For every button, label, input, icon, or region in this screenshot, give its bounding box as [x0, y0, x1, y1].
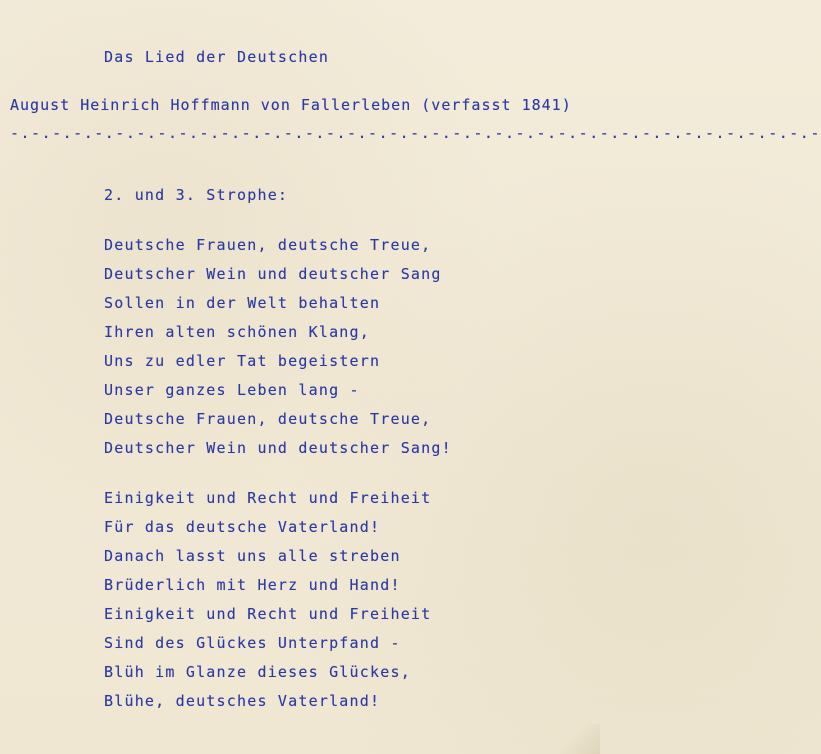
verse-line: Einigkeit und Recht und Freiheit: [104, 605, 432, 623]
verse-line: Blüh im Glanze dieses Glückes,: [104, 663, 411, 681]
verse-line: Deutscher Wein und deutscher Sang: [104, 265, 442, 283]
verse-line: Ihren alten schönen Klang,: [104, 323, 370, 341]
verse-line: Uns zu edler Tat begeistern: [104, 352, 381, 370]
verse-line: Brüderlich mit Herz und Hand!: [104, 576, 401, 594]
verse-line: Einigkeit und Recht und Freiheit: [104, 489, 432, 507]
paper-corner-shade: [540, 724, 600, 754]
verse-line: Danach lasst uns alle streben: [104, 547, 401, 565]
dash-dot-separator: -.-.-.-.-.-.-.-.-.-.-.-.-.-.-.-.-.-.-.-.-.-.-.-.-.-.-.-.-.-.-.-.-.-.-.-.-.-.-: [10, 124, 821, 142]
verse-line: Unser ganzes Leben lang -: [104, 381, 360, 399]
verse-line: Deutsche Frauen, deutsche Treue,: [104, 410, 432, 428]
verse-line: Sind des Glückes Unterpfand -: [104, 634, 401, 652]
verse-line: Sollen in der Welt behalten: [104, 294, 381, 312]
stanza-subheading: 2. und 3. Strophe:: [104, 186, 289, 204]
author-line: August Heinrich Hoffmann von Fallerleben (verfasst 1841): [10, 96, 572, 114]
verse-line: Für das deutsche Vaterland!: [104, 518, 381, 536]
document-title: Das Lied der Deutschen: [104, 48, 330, 66]
verse-line: Deutsche Frauen, deutsche Treue,: [104, 236, 432, 254]
verse-line: Deutscher Wein und deutscher Sang!: [104, 439, 452, 457]
verse-line: Blühe, deutsches Vaterland!: [104, 692, 381, 710]
